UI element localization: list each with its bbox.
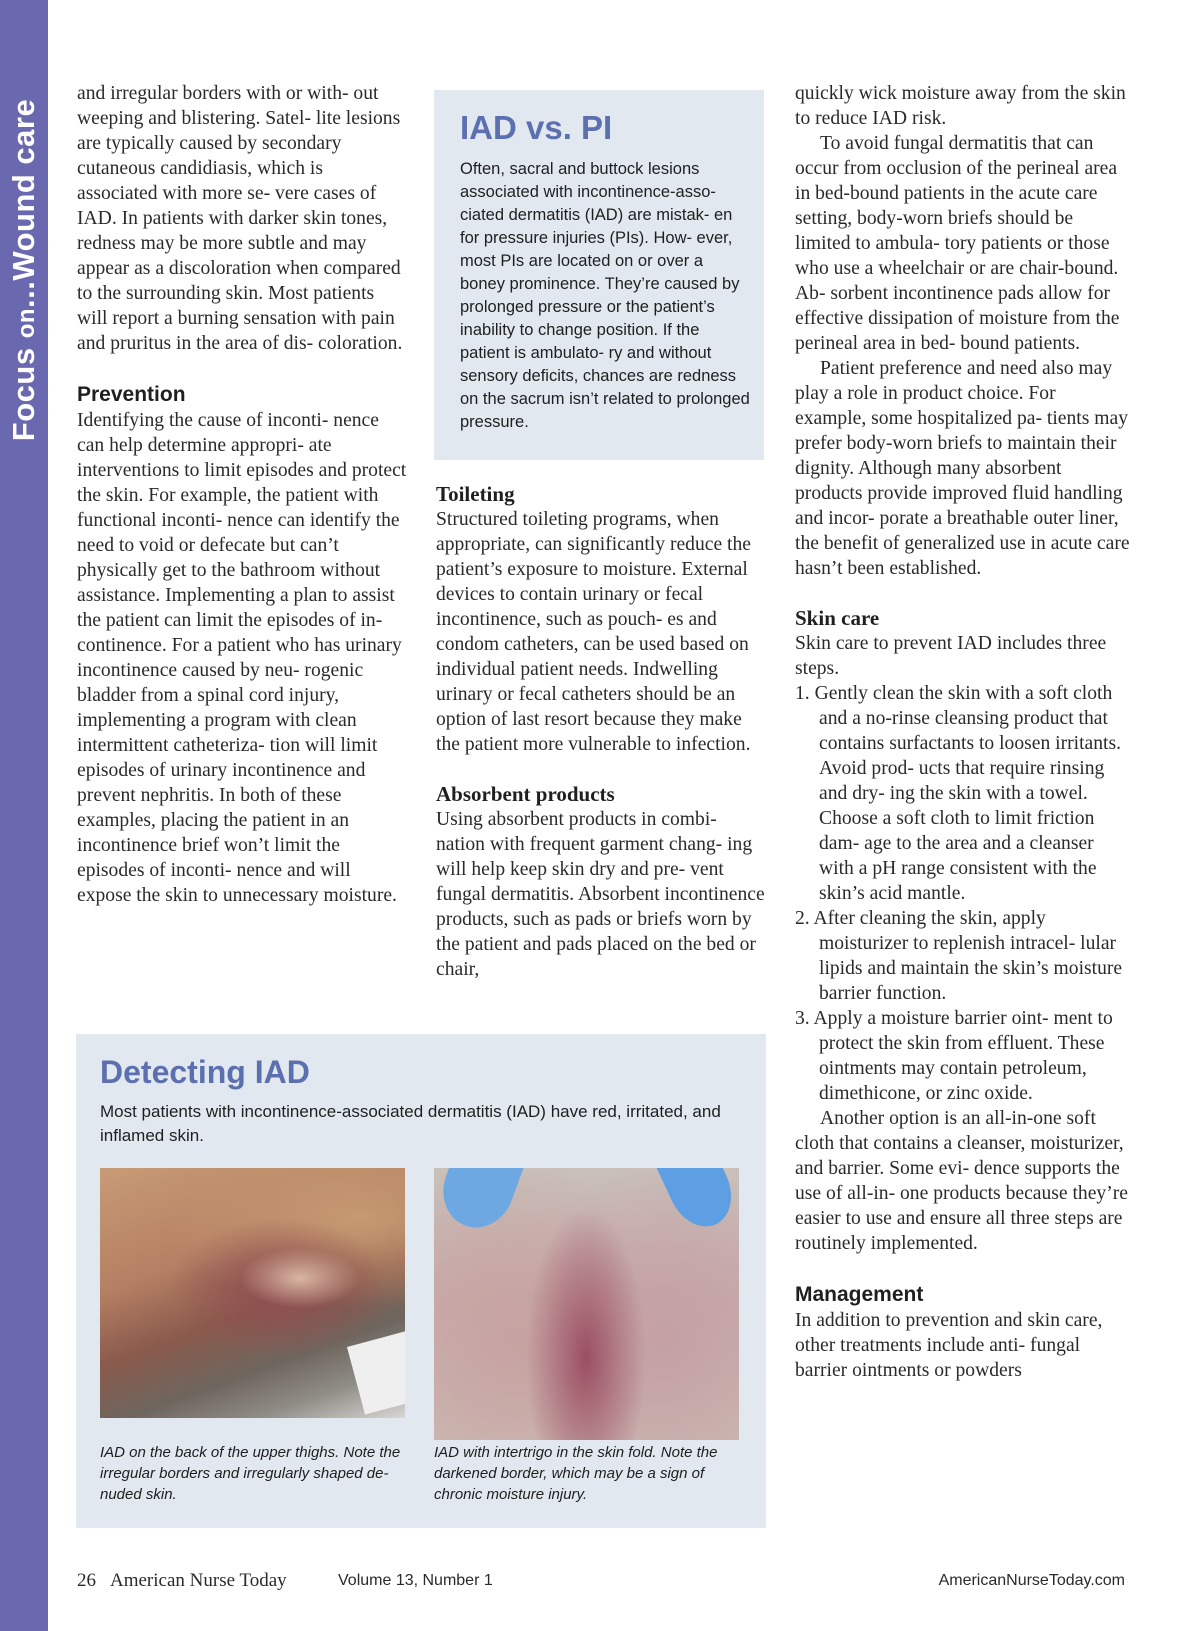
iad-vs-pi-body: Often, sacral and buttock lesions associated with incontinence-asso- ciated dermatitis (IAD) are mistak- en for pressure injuries (PIs). How- ever, most PIs are located on or over a boney prominence. They’re caused by prolonged pressure or the patient’s inability to change position. If the patient is ambulato- ry and without sensory deficits, chances are redness on the sacrum isn’t related to prolonged pressure. (460, 160, 750, 431)
column-1 (77, 81, 407, 908)
skin-care-steps (795, 681, 1130, 1106)
absorbent-products-paragraph: Using absorbent products in combi- nation with frequent garment chang- ing will help keep skin dry and pre- vent fungal dermatitis. Absorbent incontinence products, such as pads or briefs worn by the patient and pads placed on the bed or chair, (436, 809, 765, 980)
fungal-dermatitis-paragraph: To avoid fungal dermatitis that can occur from occlusion of the perineal area in bed-bound patients in the acute care setting, body-worn briefs should be limited to ambula- tory patients or those who use a wheelchair or are chair-bound. Ab- sorbent incontinence pads allow for effective dissipation of moisture from the perineal area in bed- bound patients. (795, 133, 1120, 354)
management-heading: Management (795, 1283, 924, 1306)
skin-care-heading: Skin care (795, 606, 880, 630)
toileting-paragraph: Structured toileting programs, when appropriate, can significantly reduce the patient’s exposure to moisture. External devices to contain urinary or fecal incontinence, such as pouch- es and condom catheters, can be used based on individual patient needs. Indwelling urinary or fecal catheters should be an option of last resort because they make the patient more vulnerable to infection. (436, 509, 751, 755)
column-3 (795, 81, 1130, 1383)
website-url: AmericanNurseToday.com (938, 1572, 1125, 1589)
sidebar-section-name: ...Wound care (6, 98, 41, 308)
sidebar-focus-word: Focus (6, 347, 41, 442)
list-item: 2. After cleaning the skin, apply moisturizer to replenish intracel- lular lipids and maintain the skin’s moisture barrier function. (795, 908, 1123, 1004)
iad-vs-pi-sidebar-box (434, 90, 764, 460)
column-2 (436, 482, 766, 982)
patient-preference-paragraph: Patient preference and need also may play a role in product choice. For example, some hospitalized pa- tients may prefer body-worn briefs to maintain their dignity. Although many absorbent products provide improved fluid handling and incor- porate a breathable outer liner, the benefit of generalized use in acute care hasn’t been established. (795, 358, 1130, 579)
iad-vs-pi-title: IAD vs. PI (460, 109, 613, 146)
photo-caption-intertrigo: IAD with intertrigo in the skin fold. Note the darkened border, which may be a sign of chronic moisture injury. (434, 1444, 718, 1503)
iad-intertrigo-photo (434, 1168, 739, 1440)
section-label (6, 99, 42, 441)
section-sidebar (0, 0, 48, 1631)
list-item: 1. Gently clean the skin with a soft cloth and a no-rinse cleansing product that contains surfactants to loosen irritants. Avoid prod- ucts that require rinsing and dry- ing the skin with a towel. Choose a soft cloth to limit friction dam- age to the area and a cleanser with a pH range consistent with the skin’s acid mantle. (795, 683, 1122, 904)
management-paragraph: In addition to prevention and skin care, other treatments include anti- fungal barrier ointments or powders (795, 1310, 1103, 1381)
page-number: 26 (77, 1570, 96, 1591)
prevention-paragraph: Identifying the cause of inconti- nence can help determine appropri- ate interventions to limit episodes and protect the skin. For example, the patient with functional inconti- nence can identify the need to void or defecate but can’t physically get to the bathroom without assistance. Implementing a plan to assist the patient can limit the episodes of in- continence. For a patient who has urinary incontinence caused by neu- rogenic bladder from a spinal cord injury, implementing a program with clean intermittent catheteriza- tion will limit episodes of urinary incontinence and prevent nephritis. In both of these examples, placing the patient in an incontinence brief won’t limit the episodes of inconti- nence and will expose the skin to unnecessary moisture. (77, 410, 407, 906)
wick-moisture-paragraph: quickly wick moisture away from the skin to reduce IAD risk. (795, 83, 1126, 129)
journal-name: American Nurse Today (110, 1570, 287, 1591)
iad-thighs-photo (100, 1168, 405, 1418)
intro-paragraph: and irregular borders with or with- out weeping and blistering. Satel- lite lesions are typically caused by secondary cutaneous candidiasis, which is associated with more se- vere cases of IAD. In patients with darker skin tones, redness may be more subtle and may appear as a discoloration when compared to the surrounding skin. Most patients will report a burning sensation with pain and pruritus in the area of dis- coloration. (77, 83, 403, 354)
absorbent-products-heading: Absorbent products (436, 782, 615, 806)
list-item: 3. Apply a moisture barrier oint- ment to protect the skin from effluent. These ointments may contain petroleum, dimethicone, or zinc oxide. (795, 1008, 1113, 1104)
detecting-iad-title: Detecting IAD (100, 1054, 310, 1090)
photo-caption-thighs: IAD on the back of the upper thighs. Note the irregular borders and irregularly shaped de- nuded skin. (100, 1444, 401, 1503)
toileting-heading: Toileting (436, 482, 515, 506)
skin-care-intro: Skin care to prevent IAD includes three steps. (795, 633, 1107, 679)
volume-issue: Volume 13, Number 1 (338, 1572, 493, 1589)
detecting-iad-figure-box (76, 1034, 766, 1528)
sidebar-on-word: on (13, 307, 40, 339)
footer-left (77, 1569, 287, 1593)
all-in-one-paragraph: Another option is an all-in-one soft cloth that contains a cleanser, moisturizer, and barrier. Some evi- dence supports the use of all-in- one products because they’re easier to use and ensure all three steps are routinely implemented. (795, 1108, 1128, 1254)
detecting-iad-intro: Most patients with incontinence-associated dermatitis (IAD) have red, irritated, and inflamed skin. (100, 1102, 721, 1145)
prevention-heading: Prevention (77, 383, 186, 406)
